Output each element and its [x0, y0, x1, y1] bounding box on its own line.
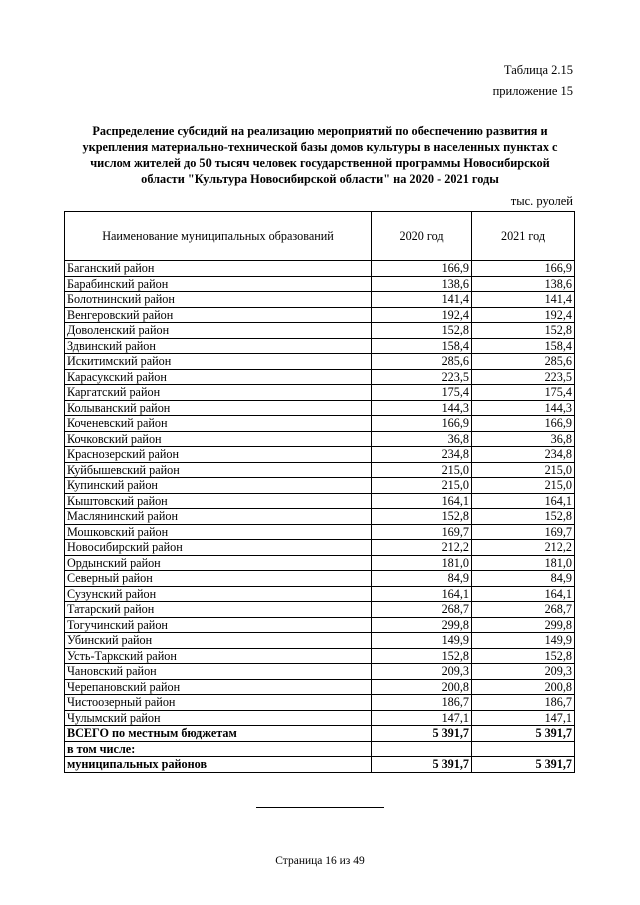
value-2021: 152,8 — [472, 323, 575, 339]
table-row — [65, 633, 575, 649]
district-name: Баганский район — [65, 261, 372, 277]
table-row — [65, 524, 575, 540]
footnote-divider — [256, 807, 384, 808]
district-name: Сузунский район — [65, 586, 372, 602]
table-row — [65, 493, 575, 509]
district-name: Искитимский район — [65, 354, 372, 370]
value-2021: 268,7 — [472, 602, 575, 618]
value-2020: 36,8 — [372, 431, 472, 447]
district-name: Маслянинский район — [65, 509, 372, 525]
appendix-label: приложение 15 — [492, 84, 573, 98]
value-2020: 152,8 — [372, 648, 472, 664]
value-2020: 212,2 — [372, 540, 472, 556]
including-label: в том числе: — [65, 741, 372, 757]
total-label: ВСЕГО по местным бюджетам — [65, 726, 372, 742]
value-2020: 152,8 — [372, 323, 472, 339]
value-2020: 164,1 — [372, 493, 472, 509]
district-name: Карасукский район — [65, 369, 372, 385]
value-2020: 192,4 — [372, 307, 472, 323]
document-title: Распределение субсидий на реализацию мероприятий по обеспечению развития и укрепления материально-технической базы домов культуры в населенных пунктах с числом жителей до 50 тысяч человек государственной программы Новосибирской области "Культура Новосибирской области" на 2020 - 2021 годы — [82, 124, 558, 186]
table-row — [65, 540, 575, 556]
district-name: Татарский район — [65, 602, 372, 618]
column-header-2021: 2021 год — [472, 212, 575, 261]
district-name: Колыванский район — [65, 400, 372, 416]
district-name: Кочковский район — [65, 431, 372, 447]
value-2021: 147,1 — [472, 710, 575, 726]
column-header-2020: 2020 год — [372, 212, 472, 261]
subsidy-table — [64, 211, 575, 773]
district-name: Коченевский район — [65, 416, 372, 432]
value-2021: 152,8 — [472, 509, 575, 525]
value-2020: 223,5 — [372, 369, 472, 385]
municipal-label: муниципальных районов — [65, 757, 372, 773]
district-name: Здвинский район — [65, 338, 372, 354]
table-row — [65, 586, 575, 602]
value-2021: 200,8 — [472, 679, 575, 695]
table-row — [65, 276, 575, 292]
table-row — [65, 307, 575, 323]
table-row — [65, 462, 575, 478]
value-2020: 200,8 — [372, 679, 472, 695]
value-2021: 215,0 — [472, 478, 575, 494]
value-2021: 234,8 — [472, 447, 575, 463]
value-2021: 212,2 — [472, 540, 575, 556]
table-row — [65, 571, 575, 587]
value-2021: 149,9 — [472, 633, 575, 649]
district-name: Новосибирский район — [65, 540, 372, 556]
value-2020: 234,8 — [372, 447, 472, 463]
value-2020: 181,0 — [372, 555, 472, 571]
value-2021: 209,3 — [472, 664, 575, 680]
district-name: Чулымский район — [65, 710, 372, 726]
table-row — [65, 602, 575, 618]
district-name: Усть-Таркский район — [65, 648, 372, 664]
units-label: тыс. руолей — [510, 194, 573, 208]
value-2020: 144,3 — [372, 400, 472, 416]
district-name: Болотнинский район — [65, 292, 372, 308]
table-row — [65, 354, 575, 370]
district-name: Краснозерский район — [65, 447, 372, 463]
value-2020: 152,8 — [372, 509, 472, 525]
value-2021: 138,6 — [472, 276, 575, 292]
table-row — [65, 261, 575, 277]
including-row — [65, 741, 575, 757]
value-2021: 141,4 — [472, 292, 575, 308]
value-2020: 147,1 — [372, 710, 472, 726]
table-row — [65, 416, 575, 432]
district-name: Чановский район — [65, 664, 372, 680]
table-row — [65, 400, 575, 416]
municipal-2021: 5 391,7 — [472, 757, 575, 773]
table-row — [65, 710, 575, 726]
table-header-row — [65, 212, 575, 261]
value-2021: 36,8 — [472, 431, 575, 447]
district-name: Северный район — [65, 571, 372, 587]
value-2021: 166,9 — [472, 416, 575, 432]
including-2020 — [372, 741, 472, 757]
district-name: Тогучинский район — [65, 617, 372, 633]
value-2021: 192,4 — [472, 307, 575, 323]
district-name: Каргатский район — [65, 385, 372, 401]
value-2020: 169,7 — [372, 524, 472, 540]
value-2021: 299,8 — [472, 617, 575, 633]
value-2020: 141,4 — [372, 292, 472, 308]
table-row — [65, 555, 575, 571]
value-2020: 158,4 — [372, 338, 472, 354]
value-2021: 181,0 — [472, 555, 575, 571]
district-name: Венгеровский район — [65, 307, 372, 323]
value-2021: 144,3 — [472, 400, 575, 416]
page-number: Страница 16 из 49 — [275, 855, 365, 867]
table-row — [65, 338, 575, 354]
table-row — [65, 447, 575, 463]
value-2020: 175,4 — [372, 385, 472, 401]
value-2021: 175,4 — [472, 385, 575, 401]
value-2021: 164,1 — [472, 586, 575, 602]
value-2020: 149,9 — [372, 633, 472, 649]
value-2020: 215,0 — [372, 462, 472, 478]
district-name: Черепановский район — [65, 679, 372, 695]
table-row — [65, 478, 575, 494]
value-2021: 166,9 — [472, 261, 575, 277]
district-name: Мошковский район — [65, 524, 372, 540]
value-2020: 285,6 — [372, 354, 472, 370]
column-header-name: Наименование муниципальных образований — [65, 212, 372, 261]
value-2021: 84,9 — [472, 571, 575, 587]
table-row — [65, 369, 575, 385]
table-row — [65, 431, 575, 447]
value-2020: 209,3 — [372, 664, 472, 680]
district-name: Куйбышевский район — [65, 462, 372, 478]
value-2021: 164,1 — [472, 493, 575, 509]
value-2020: 84,9 — [372, 571, 472, 587]
table-row — [65, 509, 575, 525]
table-row — [65, 648, 575, 664]
value-2020: 299,8 — [372, 617, 472, 633]
value-2020: 215,0 — [372, 478, 472, 494]
value-2021: 215,0 — [472, 462, 575, 478]
value-2021: 158,4 — [472, 338, 575, 354]
district-name: Ордынский район — [65, 555, 372, 571]
value-2021: 186,7 — [472, 695, 575, 711]
table-row — [65, 617, 575, 633]
district-name: Купинский район — [65, 478, 372, 494]
value-2021: 169,7 — [472, 524, 575, 540]
table-body — [65, 261, 575, 773]
district-name: Барабинский район — [65, 276, 372, 292]
table-number: Таблица 2.15 — [503, 63, 573, 77]
district-name: Чистоозерный район — [65, 695, 372, 711]
total-row — [65, 726, 575, 742]
total-2021: 5 391,7 — [472, 726, 575, 742]
table-row — [65, 323, 575, 339]
value-2020: 166,9 — [372, 261, 472, 277]
table-row — [65, 695, 575, 711]
municipal-row — [65, 757, 575, 773]
district-name: Доволенский район — [65, 323, 372, 339]
value-2021: 223,5 — [472, 369, 575, 385]
value-2020: 138,6 — [372, 276, 472, 292]
table-row — [65, 385, 575, 401]
value-2020: 166,9 — [372, 416, 472, 432]
value-2020: 186,7 — [372, 695, 472, 711]
value-2020: 268,7 — [372, 602, 472, 618]
district-name: Убинский район — [65, 633, 372, 649]
district-name: Кыштовский район — [65, 493, 372, 509]
table-row — [65, 664, 575, 680]
value-2021: 285,6 — [472, 354, 575, 370]
table-row — [65, 679, 575, 695]
table-row — [65, 292, 575, 308]
total-2020: 5 391,7 — [372, 726, 472, 742]
including-2021 — [472, 741, 575, 757]
value-2020: 164,1 — [372, 586, 472, 602]
value-2021: 152,8 — [472, 648, 575, 664]
municipal-2020: 5 391,7 — [372, 757, 472, 773]
